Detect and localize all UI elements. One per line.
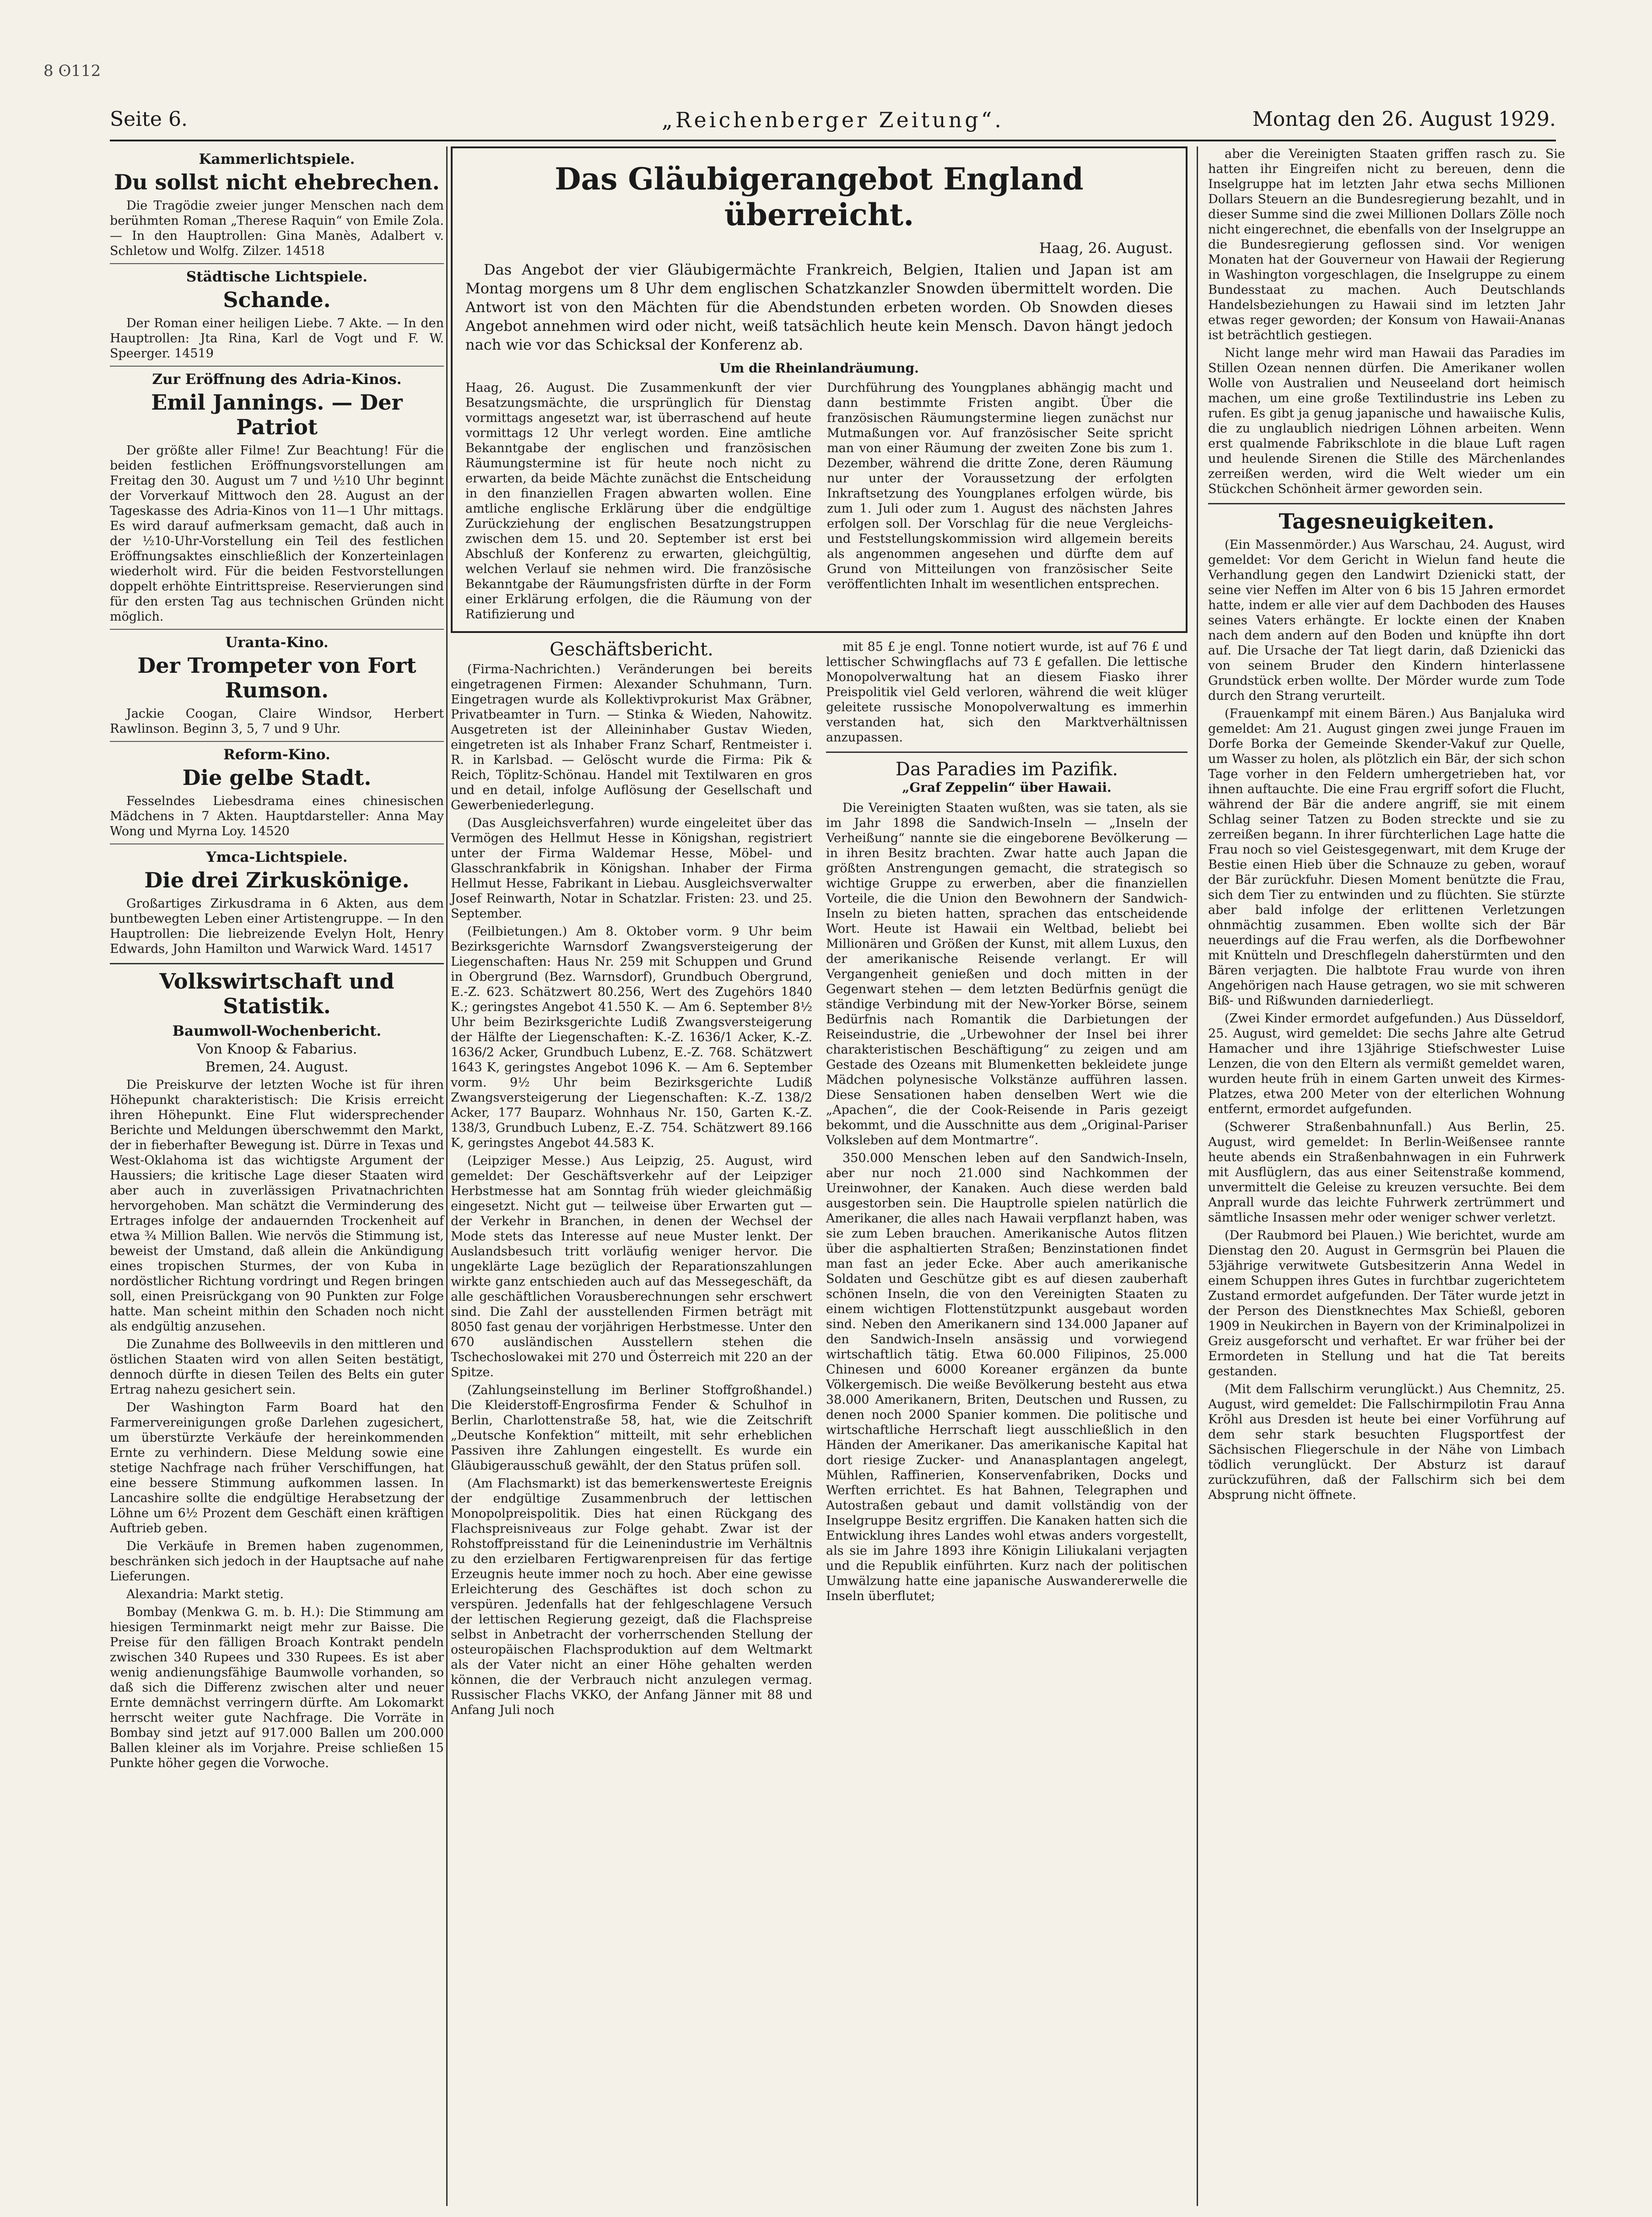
lead-subheading: Um die Rheinlandräumung. — [719, 361, 919, 376]
business-paragraph: (Das Ausgleichsverfahren) wurde eingeleitet über das Vermögen des Hellmut Hesse in Königshan, registriert unter der Firma Waldemar Hesse, Möbel- und Glasschrankfabrik in Königshan. Inhaber der Firma Hellmut Hesse, Fabrikant in Liebau. Ausgleichsverwalter Josef Reinwarth, Notar in Schatzlar. Fristen: 23. und 25. September. — [451, 816, 812, 921]
film-title: Emil Jannings. — Der Patriot — [151, 390, 403, 439]
film-description: Der Roman einer heiligen Liebe. 7 Akte. — In den Hauptrollen: Jta Rina, Karl de Vogt und F. W. Speerger. 14519 — [110, 316, 444, 361]
lead-headline: Das Gläubigerangebot England überreicht. — [555, 161, 1084, 233]
cinema-name: Zur Eröffnung des Adria-Kinos. — [152, 371, 402, 388]
film-title: Die drei Zirkuskönige. — [144, 868, 410, 892]
paradise-continuation: Nicht lange mehr wird man Hawaii das Paradies im Stillen Ozean nennen dürfen. Die Amerikaner wollen Wolle von Australien und Neuseeland dort heimisch machen, um eine große Textilindustrie ins Leben zu rufen. Es gibt ja genug japanische und hawaiische Kulis, die zu unglaublich niedrigen Löhnen arbeiten. Wenn erst qualmende Fabrikschlote in die blaue Luft ragen und heulende Sirenen die Stille des Märchenlandes zerreißen werden, wird die Welt wieder um ein Stückchen Schönheit ärmer geworden sein. — [1208, 346, 1565, 496]
section-title: Volkswirtschaft und Statistik. — [159, 969, 394, 1018]
divider — [1208, 503, 1565, 504]
divider — [110, 263, 444, 264]
newspaper-name: „Reichenberger Zeitung“. — [662, 108, 1004, 132]
issue-date: Montag den 26. August 1929. — [1252, 108, 1556, 131]
cinema-listing — [110, 850, 444, 957]
news-title: Tagesneuigkeiten. — [1279, 509, 1495, 534]
divider — [110, 629, 444, 630]
cinema-listing — [110, 635, 444, 736]
page-number: Seite 6. — [110, 108, 188, 131]
column-rule — [1197, 146, 1198, 2206]
article-paragraph: Alexandria: Markt stetig. — [126, 1587, 284, 1601]
film-description: Fesselndes Liebesdrama eines chinesischen Mädchens in 7 Akten. Hauptdarsteller: Anna May Wong und Myrna Loy. 14520 — [110, 794, 444, 838]
film-description: Der größte aller Filme! Zur Beachtung! Für die beiden festlichen Eröffnungsvorstellungen am Freitag den 30. August um 7 und ½10 Uhr beginnt der Vorverkauf Mittwoch den 28. August an der Tageskasse des Adria-Kinos von 11—1 Uhr mittags. Es wird darauf aufmerksam gemacht, daß auch in der ½10-Uhr-Vorstellung ein Teil des festlichen Eröffnungsaktes einschließlich der Konzerteinlagen wiederholt wird. Für die beiden Festvorstellungen doppelt erhöhte Eintrittspreise. Reservierungen sind für den ersten Tag aus technischen Gründen nicht möglich. — [110, 443, 444, 624]
lead-body-right: Durchführung des Youngplanes abhängig macht und dann bestimmte Fristen angibt. Über die französischen Räumungstermine liegen zunächst nur Mutmaßungen vor. Auf französischer Seite spricht man von einer Räumung der zweiten Zone bis zum 1. Dezember, während die dritte Zone, deren Räumung nur unter der Voraussetzung der erfolgten Inkraftsetzung des Youngplanes erfolgen würde, bis zum 1. Juli oder zum 1. August des nächsten Jahres erfolgen soll. Der Vorschlag für die neue Vergleichs- und Feststellungskommission wird allgemein bereits als angenommen angesehen und dürfte dem auf Grund von Mitteilungen von französischer Seite veröffentlichten Inhalt im wesentlichen entsprechen. — [827, 381, 1173, 591]
article-paragraph: Bombay (Menkwa G. m. b. H.): Die Stimmung am hiesigen Terminmarkt neigt mehr zur Baisse. Die Preise für den fälligen Broach Kontrakt pendeln zwischen 340 Rupees und 330 Rupees. Es ist aber wenig andienungsfähige Baumwolle vorhanden, so daß sich die Differenz zwischen alter und neuer Ernte demnächst verringern dürfte. Am Lokomarkt herrscht weiter gute Nachfrage. Die Vorräte in Bombay sind jetzt auf 917.000 Ballen um 200.000 Ballen kleiner als im Vorjahre. Preise schließen 15 Punkte höher gegen die Vorwoche. — [110, 1605, 444, 1770]
paradise-subtitle: „Graf Zeppelin“ über Hawaii. — [902, 780, 1112, 795]
corner-mark: 8 ʘ112 — [43, 62, 101, 80]
cinema-listing — [110, 372, 444, 624]
film-title: Du sollst nicht ehebrechen. — [114, 170, 440, 195]
paradise-article — [826, 639, 1188, 1720]
lead-body — [465, 380, 1173, 622]
lead-body-left: Haag, 26. August. Die Zusammenkunft der vier Besatzungsmächte, die ursprünglich für Dienstag vormittags angesetzt war, ist überraschend auf heute vormittags 12 Uhr verlegt worden. Eine amtliche Bekanntgabe der englischen und französischen Räumungstermine ist für heute noch nicht zu erwarten, da beide Mächte zunächst die Entscheidung in den finanziellen Fragen abwarten wollen. Eine amtliche englische Erklärung über die endgültige Zurückziehung der englischen Besatzungstruppen zwischen dem 15. und 20. September ist erst bei Abschluß der Konferenz zu erwarten, gleichgültig, welchen Verlauf sie nehmen wird. Die französische Bekanntgabe der Räumungsfristen dürfte in der Form einer Erklärung erfolgen, die die Räumung von der Ratifizierung und — [465, 381, 811, 622]
news-item: (Zwei Kinder ermordet aufgefunden.) Aus Düsseldorf, 25. August, wird gemeldet: Die sechs Jahre alte Getrud Hamacher und ihre 13jährige Stiefschwester Luise Lenzen, die von den Eltern als vermißt gemeldet waren, wurden heute früh in einem Garten unweit des Kirmes-Platzes, etwa 200 Meter von der elterlichen Wohnung entfernt, ermordet aufgefunden. — [1208, 1011, 1565, 1116]
article-paragraph: Die Verkäufe in Bremen haben zugenommen, beschränken sich jedoch in der Hauptsache auf nahe Lieferungen. — [110, 1539, 444, 1584]
business-paragraph: (Leipziger Messe.) Aus Leipzig, 25. August, wird gemeldet: Der Geschäftsverkehr auf der Leipziger Herbstmesse hat am Sonntag früh wieder gleichmäßig eingesetzt. Nicht gut — teilweise über Erwarten gut — der Verkehr in Branchen, in denen der Wechsel der Mode stets das Interesse auf neue Muster lenkt. Der Auslandsbesuch tritt vorläufig weniger hervor. Die ungeklärte Lage bezüglich der Reparationszahlungen wirkte ganz entschieden auch auf das Messegeschäft, da alle geschäftlichen Vorausberechnungen sehr erschwert sind. Die Zahl der ausstellenden Firmen beträgt mit 8050 fast genau der vorjährigen Herbstmesse. Unter den 670 ausländischen Ausstellern stehen die Tschechoslowakei mit 270 und Österreich mit 220 an der Spitze. — [451, 1154, 812, 1379]
economy-section — [110, 969, 444, 1771]
column-rule — [446, 146, 448, 2206]
business-paragraph: (Am Flachsmarkt) ist das bemerkenswerteste Ereignis der endgültige Zusammenbruch der lettischen Monopolpreispolitik. Dies hat einen Rückgang des Flachspreisniveaus zur Folge gehabt. Zwar ist der Rohstoffpreisstand für die Leinenindustrie im Verhältnis zu den erzielbaren Fertigwarenpreisen für das fertige Erzeugnis heute immer noch zu hoch. Aber eine gewisse Erleichterung des Geschäftes ist doch schon zu verspüren. Jedenfalls hat der fehlgeschlagene Versuch der lettischen Regierung gezeigt, daß die Flachspreise selbst in Anbetracht der vorherrschenden Stellung der osteuropäischen Flachsproduktion auf dem Weltmarkt als der Vater nicht an einer Höhe gehalten werden können, die der Verbrauch nicht anzulegen vermag. Russischer Flachs VKKO, der Anfang Jänner mit 88 und Anfang Juli noch — [451, 1476, 812, 1717]
film-description: Jackie Coogan, Claire Windsor, Herbert Rawlinson. Beginn 3, 5, 7 und 9 Uhr. — [110, 707, 444, 736]
business-paragraph: (Zahlungseinstellung im Berliner Stoffgroßhandel.) Die Kleiderstoff-Engrosfirma Fender & Schulhof in Berlin, Charlottenstraße 58, hat, wie die Zeitschrift „Deutsche Konfektion“ mitteilt, mit sehr erheblichen Passiven ihre Zahlungen eingestellt. Es wurde ein Gläubigerausschuß gewählt, der den Status prüfen soll. — [451, 1383, 812, 1473]
cinema-name: Reform-Kino. — [223, 746, 330, 763]
paradise-continuation: aber die Vereinigten Staaten griffen rasch zu. Sie hatten ihr Eingreifen nicht zu bereuen, denn die Inselgruppe hat im letzten Jahr etwa sechs Millionen Dollars Steuern an die Bundesregierung bezahlt, und in dieser Summe sind die zwei Millionen Dollars Zölle noch nicht eingerechnet, die ebenfalls von der Inselgruppe an die Bundesregierung geflossen sind. Vor wenigen Monaten hat der Gouverneur von Hawaii der Regierung in Washington vorgeschlagen, die Inselgruppe zu einem Bundesstaat zu machen. Auch Deutschlands Handelsbeziehungen zu Hawaii sind im letzten Jahr etwas reger geworden; der Konsum von Hawaii-Ananas ist beträchtlich gestiegen. — [1208, 147, 1565, 342]
news-item: (Der Raubmord bei Plauen.) Wie berichtet, wurde am Dienstag den 20. August in Germsgrün bei Plauen die 53jährige verwitwete Gutsbesitzerin Anna Wedel in einem Schuppen ihres Gutes in furchtbar zugerichtetem Zustand ermordet aufgefunden. Der Täter wurde jetzt in der Person des Dienstknechtes Max Schießl, geboren 1909 in Neukirchen in Bayern von der Kriminalpolizei in Greiz ausgeforscht und verhaftet. Er war früher bei der Ermordeten in Stellung und hat die Tat bereits gestanden. — [1208, 1228, 1565, 1379]
film-description: Die Tragödie zweier junger Menschen nach dem berühmten Roman „Therese Raquin“ von Emile Zola. — In den Hauptrollen: Gina Manès, Adalbert v. Schletow und Wolfg. Zilzer. 14518 — [110, 199, 444, 258]
film-title: Schande. — [223, 287, 331, 312]
news-item: (Mit dem Fallschirm verunglückt.) Aus Chemnitz, 25. August, wird gemeldet: Die Fallschirmpilotin Frau Anna Kröhl aus Dresden ist heute bei einer Vorführung auf dem sehr stark besuchten Flugsportfest der Sächsischen Fliegerschule in der Nähe von Limbach tödlich verunglückt. Der Absturz ist darauf zurückzuführen, daß der Fallschirm sich bei dem Absprung nicht öffnete. — [1208, 1382, 1565, 1502]
divider — [110, 741, 444, 742]
page-header — [110, 103, 1556, 141]
business-paragraph: (Feilbietungen.) Am 8. Oktober vorm. 9 Uhr beim Bezirksgerichte Warnsdorf Zwangsversteigerung der Liegenschaften: Haus Nr. 259 mit Schuppen und Grund in Obergrund (Bez. Warnsdorf), Grundbuch Obergrund, E.-Z. 623. Schätzwert 80.256, Wert des Zugehörs 1840 K.; geringstes Angebot 41.550 K. — Am 6. September 8½ Uhr beim Bezirksgerichte Ludiß Zwangsversteigerung der Hälfte der Liegenschaften: K.-Z. 1636/1 Acker, K.-Z. 1636/2 Acker, Grundbuch Lubenz, E.-Z. 768. Schätzwert 1643 K, geringstes Angebot 1096 K. — Am 6. September vorm. 9½ Uhr beim Bezirksgerichte Ludiß Zwangsversteigerung der Liegenschaften: K.-Z. 138/2 Acker, 177 Bauparz. Wohnhaus Nr. 150, Garten K.-Z. 138/3, Grundbuch Lubenz, E.-Z. 754. Schätzwert 89.166 K, geringstes Angebot 44.583 K. — [451, 925, 812, 1150]
paradise-paragraph: Die Vereinigten Staaten wußten, was sie taten, als sie im Jahr 1898 die Sandwich-Inseln — „Inseln der Verheißung“ nannte sie die eingeborene Bevölkerung — in ihren Besitz brachten. Zwar hatte auch Japan die größten Anstrengungen gemacht, die strategisch so wichtige Gruppe zu erwerben, aber die finanziellen Vorteile, die die Union den Bewohnern der Sandwich-Inseln zu bieten hatten, sprachen das entscheidende Wort. Heute ist Hawaii ein Weltbad, beliebt bei Millionären und Größen der Kunst, mit allem Luxus, den der amerikanische Reisende verlangt. Er will Vergangenheit genießen und doch mitten in der Gegenwart stehen — dem letzten Bedürfnis genügt die ständige Verbindung mit der New-Yorker Börse, seinem Bedürfnis nach Romantik die Darbietungen der Reiseindustrie, die „Urbewohner der Insel bei ihrer charakteristischen Beschäftigung“ zu zeigen und am Gestade des Ozeans mit Blumenketten bekleidete junge Mädchen polynesische Volkstänze aufführen lassen. Diese Sensationen haben denselben Wert wie die „Apachen“, die der Cook-Reisende in Paris gezeigt bekommt, und die Ausschnitte aus dem „Original-Pariser Volksleben auf dem Montmartre“. — [826, 801, 1188, 1147]
center-articles — [451, 639, 1188, 1720]
film-title: Die gelbe Stadt. — [182, 765, 372, 790]
article-credit: Von Knoop & Fabarius. — [196, 1041, 357, 1057]
cinema-name: Ymca-Lichtspiele. — [206, 849, 348, 865]
article-subtitle: Baumwoll-Wochenbericht. — [172, 1023, 382, 1039]
divider — [826, 752, 1188, 753]
news-item: (Frauenkampf mit einem Bären.) Aus Banjaluka wird gemeldet: Am 21. August gingen zwei junge Frauen im Dorfe Borka der Gemeinde Skender-Vakuf zur Quelle, um Wasser zu holen, als plötzlich ein Bär, der sich schon Tage vorher in den Feldern umhergetrieben hat, vor ihnen auftauchte. Die eine Frau ergriff sofort die Flucht, während der Bär die andere angriff, sie mit einem Schlag seiner Tatzen zu Boden streckte und sie zu zerreißen begann. In ihrer fürchterlichen Lage hatte die Frau noch so viel Geistesgegenwart, mit dem Kruge der Bestie einen Hieb über die Schnauze zu geben, worauf der Bär zurückfuhr. Diesen Moment benützte die Frau, sich dem Tier zu entwinden und zu flüchten. Sie stürzte aber bald infolge der erlittenen Verletzungen ohnmächtig zusammen. Eben wollte sich der Bär neuerdings auf die Frau werfen, als die Dorfbewohner mit Knütteln und Dreschflegeln daherstürmten und den Bären verjagten. Die halbtote Frau wurde von ihren Angehörigen nach Hause getragen, wo sie mit schweren Biß- und Rißwunden darniederliegt. — [1208, 707, 1565, 1008]
cinema-name: Städtische Lichtspiele. — [186, 269, 368, 285]
film-title: Der Trompeter von Fort Rumson. — [137, 653, 416, 703]
lead-dateline: Haag, 26. August. — [1039, 239, 1173, 257]
cinema-name: Kammerlichtspiele. — [199, 151, 355, 168]
column-news — [1208, 146, 1565, 1505]
film-description: Großartiges Zirkusdrama in 6 Akten, aus dem buntbewegten Leben einer Artistengruppe. — In den Hauptrollen: Die liebreizende Evelyn Holt, Henry Edwards, John Hamilton und Warwick Ward. 14517 — [110, 897, 444, 956]
paradise-title: Das Paradies im Pazifik. — [895, 759, 1118, 780]
article-paragraph: Die Zunahme des Bollweevils in den mittleren und östlichen Staaten wird von allen Seiten bestätigt, dennoch dürfte in diesen Teilen des Belts ein guter Ertrag nahezu gesichert sein. — [110, 1337, 444, 1397]
article-paragraph: Der Washington Farm Board hat den Farmervereinigungen große Darlehen zugesichert, um überstürzte Verkäufe der hereinkommenden Ernte zu verhindern. Diese Meldung sowie eine stetige Nachfrage nach früher Verschiffungen, hat eine bessere Stimmung aufkommen lassen. In Lancashire sollte die endgültige Herabsetzung der Löhne um 6½ Prozent dem Geschäft einen kräftigen Auftrieb geben. — [110, 1400, 444, 1536]
paradise-paragraph: 350.000 Menschen leben auf den Sandwich-Inseln, aber nur noch 21.000 sind Nachkommen der Ureinwohner, der Kanaken. Auch diese werden bald ausgestorben sein. Die Hauptrolle spielen natürlich die Amerikaner, die alles nach Hawaii verpflanzt haben, was sie zum Leben brauchen. Amerikanische Autos flitzen über die asphaltierten Straßen; Benzinstationen findet man fast an jeder Ecke. Aber auch amerikanische Soldaten und Geschütze gibt es auf diesen zauberhaft schönen Inseln, die von den Vereinigten Staaten zu einem wichtigen Flottenstützpunkt ausgebaut worden sind. Neben den Amerikanern sind 134.000 Japaner auf den Sandwich-Inseln ansässig und vorwiegend wirtschaftlich tätig. Etwa 60.000 Filipinos, 25.000 Chinesen und 6000 Koreaner ergänzen da bunte Völkergemisch. Die weiße Bevölkerung besteht aus etwa 38.000 Amerikanern, Briten, Deutschen und Russen, zu denen noch 2000 Spanier kommen. Die politische und wirtschaftliche Herrschaft liegt ausschließlich in den Händen der Amerikaner. Das amerikanische Kapital hat dort riesige Zucker- und Ananasplantagen angelegt, Mühlen, Raffinerien, Konservenfabriken, Docks und Werften errichtet. Es hat Bahnen, Telegraphen und Autostraßen gebaut und damit vollständig von der Inselgruppe Besitz ergriffen. Die Kanaken hatten sich die Entwicklung ihres Landes wohl etwas anders vorgestellt, als sie im Jahre 1893 ihre Königin Liliukalani verjagten und die Republik einführten. Kurz nach der politischen Umwälzung hatte eine japanische Auswandererwelle die Inseln überflutet; — [826, 1151, 1188, 1603]
divider — [110, 963, 444, 964]
cinema-listing — [110, 152, 444, 259]
column-center — [451, 146, 1188, 1720]
business-paragraph: mit 85 £ je engl. Tonne notiert wurde, ist auf 76 £ und lettischer Schwingflachs auf 73 £ gefallen. Die lettische Monopolverwaltung hat an diesem Fiasko ihrer Preispolitik viel Geld verloren, während die weit klüger geleitete russische Monopolverwaltung es immerhin verstanden hat, sich den Marktverhältnissen anzupassen. — [826, 640, 1188, 745]
news-item: (Ein Massenmörder.) Aus Warschau, 24. August, wird gemeldet: Vor dem Gericht in Wielun fand heute die Verhandlung gegen den Landwirt Dzienicki statt, der seine vier Neffen im Alter von 6 bis 15 Jahren ermordet hatte, indem er alle vier auf dem Dachboden des Hauses seines Vaters erhängte. Er lockte einen der Knaben nach dem andern auf den Boden und knüpfte ihn dort auf. Die Ursache der Tat liegt darin, daß Dzienicki das von seinem Bruder den Kindern hinterlassene Grundstück erben wollte. Der Mörder wurde zum Tode durch den Strang verurteilt. — [1208, 538, 1565, 703]
cinema-listing — [110, 747, 444, 839]
column-cinema-economy — [110, 146, 444, 1774]
business-paragraph: (Firma-Nachrichten.) Veränderungen bei bereits eingetragenen Firmen: Alexander Schuhmann, Turn. Eingetragen wurde als Kollektivprokurist Max Gräbner, Privatbeamter in Turn. — Stinka & Wieden, Nahowitz. Ausgetreten ist der Alleininhaber Gustav Wieden, eingetreten ist als Inhaber Franz Scharf, Rentmeister i. R. in Karlsbad. — Gelöscht wurde die Firma: Pik & Reich, Töplitz-Schönau. Handel mit Textilwaren en gros und en detail, infolge Auflösung der Gesellschaft und Gewerbeniederlegung. — [451, 662, 812, 812]
cinema-listing — [110, 270, 444, 361]
business-report — [451, 639, 812, 1720]
cinema-name: Uranta-Kino. — [225, 634, 329, 651]
business-title: Geschäftsbericht. — [550, 639, 713, 660]
article-dateline: Bremen, 24. August. — [205, 1059, 349, 1075]
news-item: (Schwerer Straßenbahnunfall.) Aus Berlin, 25. August, wird gemeldet: In Berlin-Weißensee rannte heute abends ein Straßenbahnwagen in ein Fuhrwerk mit Ausflüglern, das aus einer Seitenstraße kommend, unvermittelt die Geleise zu kreuzen versuchte. Bei dem Anprall wurde das leichte Fuhrwerk zertrümmert und sämtliche Insassen mehr oder weniger schwer verletzt. — [1208, 1120, 1565, 1225]
lead-article — [451, 146, 1188, 633]
divider — [110, 366, 444, 367]
lead-paragraph: Das Angebot der vier Gläubigermächte Frankreich, Belgien, Italien und Japan ist am Montag morgens um 8 Uhr dem englischen Schatzkanzler Snowden übermittelt worden. Die Antwort ist von den Mächten für die Abendstunden erbeten worden. Ob Snowden dieses Angebot annehmen wird oder nicht, weiß tatsächlich heute kein Mensch. Davon hängt jedoch nach wie vor das Schicksal der Konferenz ab. — [465, 261, 1173, 353]
article-paragraph: Die Preiskurve der letzten Woche ist für ihren Höhepunkt charakteristisch: Die Krisis erreicht ihren Höhepunkt. Eine Flut widersprechender Berichte und Meldungen überschwemmt den Markt, der in fieberhafter Bewegung ist. Dürre in Texas und West-Oklahoma ist das wichtigste Argument der Haussiers; die kritische Lage dieser Staaten wird aber auch in zuverlässigen Privatnachrichten hervorgehoben. Man schätzt die Verminderung des Ertrages infolge der andauernden Trockenheit auf etwa ¾ Million Ballen. Wie nervös die Stimmung ist, beweist der Umstand, daß allein die Ankündigung eines tropischen Sturmes, der von Kuba in nordöstlicher Richtung vordringt und Regen bringen soll, einen Preisrückgang von 90 Punkten zur Folge hatte. Man scheint mithin den Schaden noch nicht als endgültig anzusehen. — [110, 1078, 444, 1334]
